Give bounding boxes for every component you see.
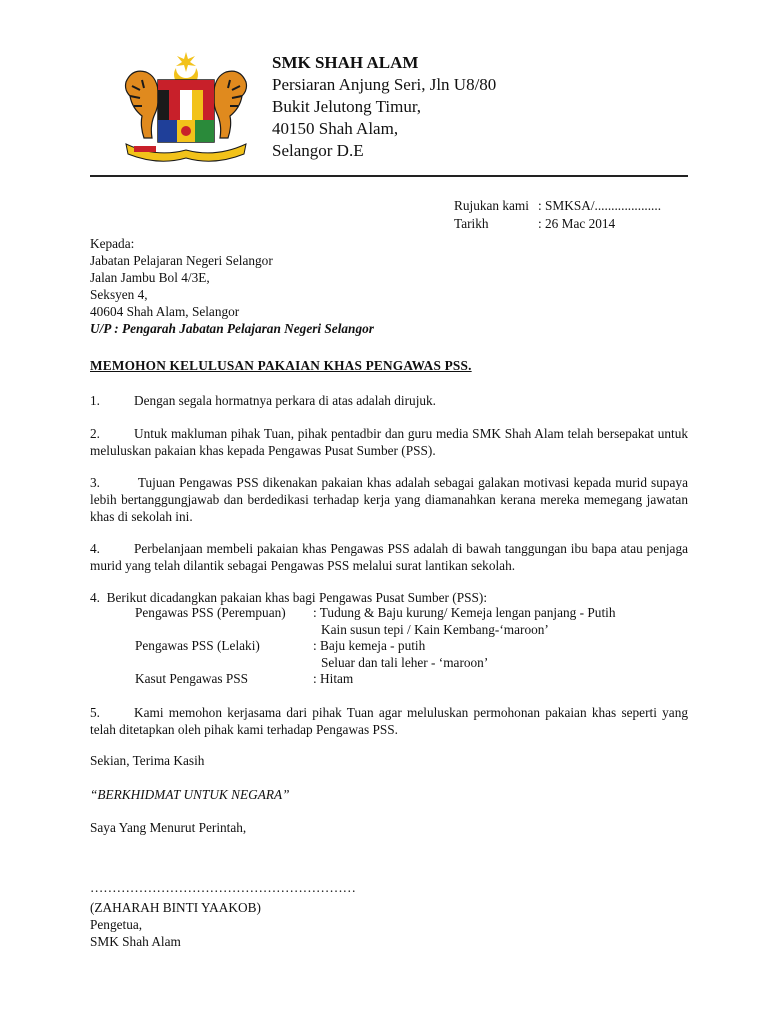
paragraph-text: Berikut dicadangkan pakaian khas bagi Pengawas Pusat Sumber (PSS): — [106, 590, 488, 605]
paragraph-text: Kami memohon kerjasama dari pihak Tuan agar meluluskan permohonan pakaian khas seperti yang telah ditetapkan oleh pihak kami terhadap Pengawas PSS. — [90, 705, 688, 737]
date-row — [454, 215, 661, 233]
uniform-item-value: : Tudung & Baju kurung/ Kemeja lengan panjang - Putih — [313, 605, 616, 620]
salutation: Kepada: — [90, 236, 135, 251]
letterhead — [272, 52, 496, 162]
date-label: Tarikh — [454, 216, 489, 231]
school-name: SMK SHAH ALAM — [272, 53, 419, 72]
paragraph-number: 3. — [90, 475, 100, 490]
signatory-school: SMK Shah Alam — [90, 934, 181, 949]
date-value: : 26 Mac 2014 — [538, 216, 616, 231]
signatory-title: Pengetua, — [90, 917, 143, 932]
address-line: Selangor D.E — [272, 141, 364, 160]
closing-motto: “BERKHIDMAT UNTUK NEGARA” — [90, 787, 290, 802]
paragraph — [90, 474, 688, 525]
uniform-item-value: : Hitam — [313, 671, 354, 686]
uniform-item — [135, 671, 615, 688]
recipient-line: 40604 Shah Alam, Selangor — [90, 304, 240, 319]
paragraph-number: 5. — [90, 705, 100, 720]
paragraph-number: 1. — [90, 393, 100, 408]
reference-label: Rujukan kami — [454, 198, 529, 213]
recipient-line: Jalan Jambu Bol 4/3E, — [90, 270, 210, 285]
closing-thanks: Sekian, Terima Kasih — [90, 753, 205, 768]
paragraph — [90, 392, 688, 409]
paragraph-text: Untuk makluman pihak Tuan, pihak pentadbir dan guru media SMK Shah Alam telah bersepakat untuk meluluskan pakaian khas kepada Pengawas Pusat Sumber (PSS). — [90, 426, 688, 458]
recipient-line: Seksyen 4, — [90, 287, 148, 302]
uniform-item-value: : Baju kemeja - putih — [313, 638, 426, 653]
paragraph — [90, 425, 688, 459]
uniform-item-continuation: Seluar dan tali leher - ‘maroon’ — [321, 654, 489, 670]
paragraph — [90, 704, 688, 738]
paragraph-text: Dengan segala hormatnya perkara di atas adalah dirujuk. — [134, 393, 437, 408]
signature-line: …………………………………………………… — [90, 880, 356, 895]
reference-block — [454, 197, 661, 233]
paragraph-text: Tujuan Pengawas PSS dikenakan pakaian khas adalah sebagai galakan motivasi kepada murid supaya lebih bertanggungjawab dan berdedikasi terhadap kerja yang diamanahkan kerana mereka memegang jawatan khas di sekolah ini. — [90, 475, 688, 524]
paragraph-text: Perbelanjaan membeli pakaian khas Pengawas PSS adalah di bawah tanggungan ibu bapa atau penjaga murid yang telah dilantik sebagai Pengawas PSS melalui surat lantikan sekolah. — [90, 541, 688, 573]
paragraph-number: 4. — [90, 590, 100, 605]
uniform-item-label: Pengawas PSS (Lelaki) — [135, 638, 260, 653]
paragraph — [90, 540, 688, 574]
uniform-item — [135, 605, 615, 622]
address-line: 40150 Shah Alam, — [272, 119, 399, 138]
reference-value: : SMKSA/.................... — [538, 198, 662, 213]
letter-subject: MEMOHON KELULUSAN PAKAIAN KHAS PENGAWAS PSS. — [90, 358, 472, 373]
attention-line: U/P : Pengarah Jabatan Pelajaran Negeri Selangor — [90, 321, 374, 336]
address-line: Bukit Jelutong Timur, — [272, 97, 422, 116]
paragraph-number: 2. — [90, 426, 100, 441]
uniform-item — [135, 638, 615, 655]
paragraph — [90, 589, 688, 606]
uniform-item-continuation: Kain susun tepi / Kain Kembang-‘maroon’ — [321, 621, 549, 637]
paragraph-number: 4. — [90, 541, 100, 556]
coat-of-arms-logo — [118, 52, 254, 164]
uniform-list — [135, 605, 615, 688]
uniform-item-label: Pengawas PSS (Perempuan) — [135, 605, 286, 620]
recipient-line: Jabatan Pelajaran Negeri Selangor — [90, 253, 273, 268]
reference-row — [454, 197, 661, 215]
uniform-item-label: Kasut Pengawas PSS — [135, 671, 249, 686]
letterhead-divider — [90, 175, 688, 177]
signatory-name: (ZAHARAH BINTI YAAKOB) — [90, 900, 261, 915]
recipient-block — [90, 235, 374, 337]
address-line: Persiaran Anjung Seri, Jln U8/80 — [272, 75, 497, 94]
closing-order: Saya Yang Menurut Perintah, — [90, 820, 247, 835]
